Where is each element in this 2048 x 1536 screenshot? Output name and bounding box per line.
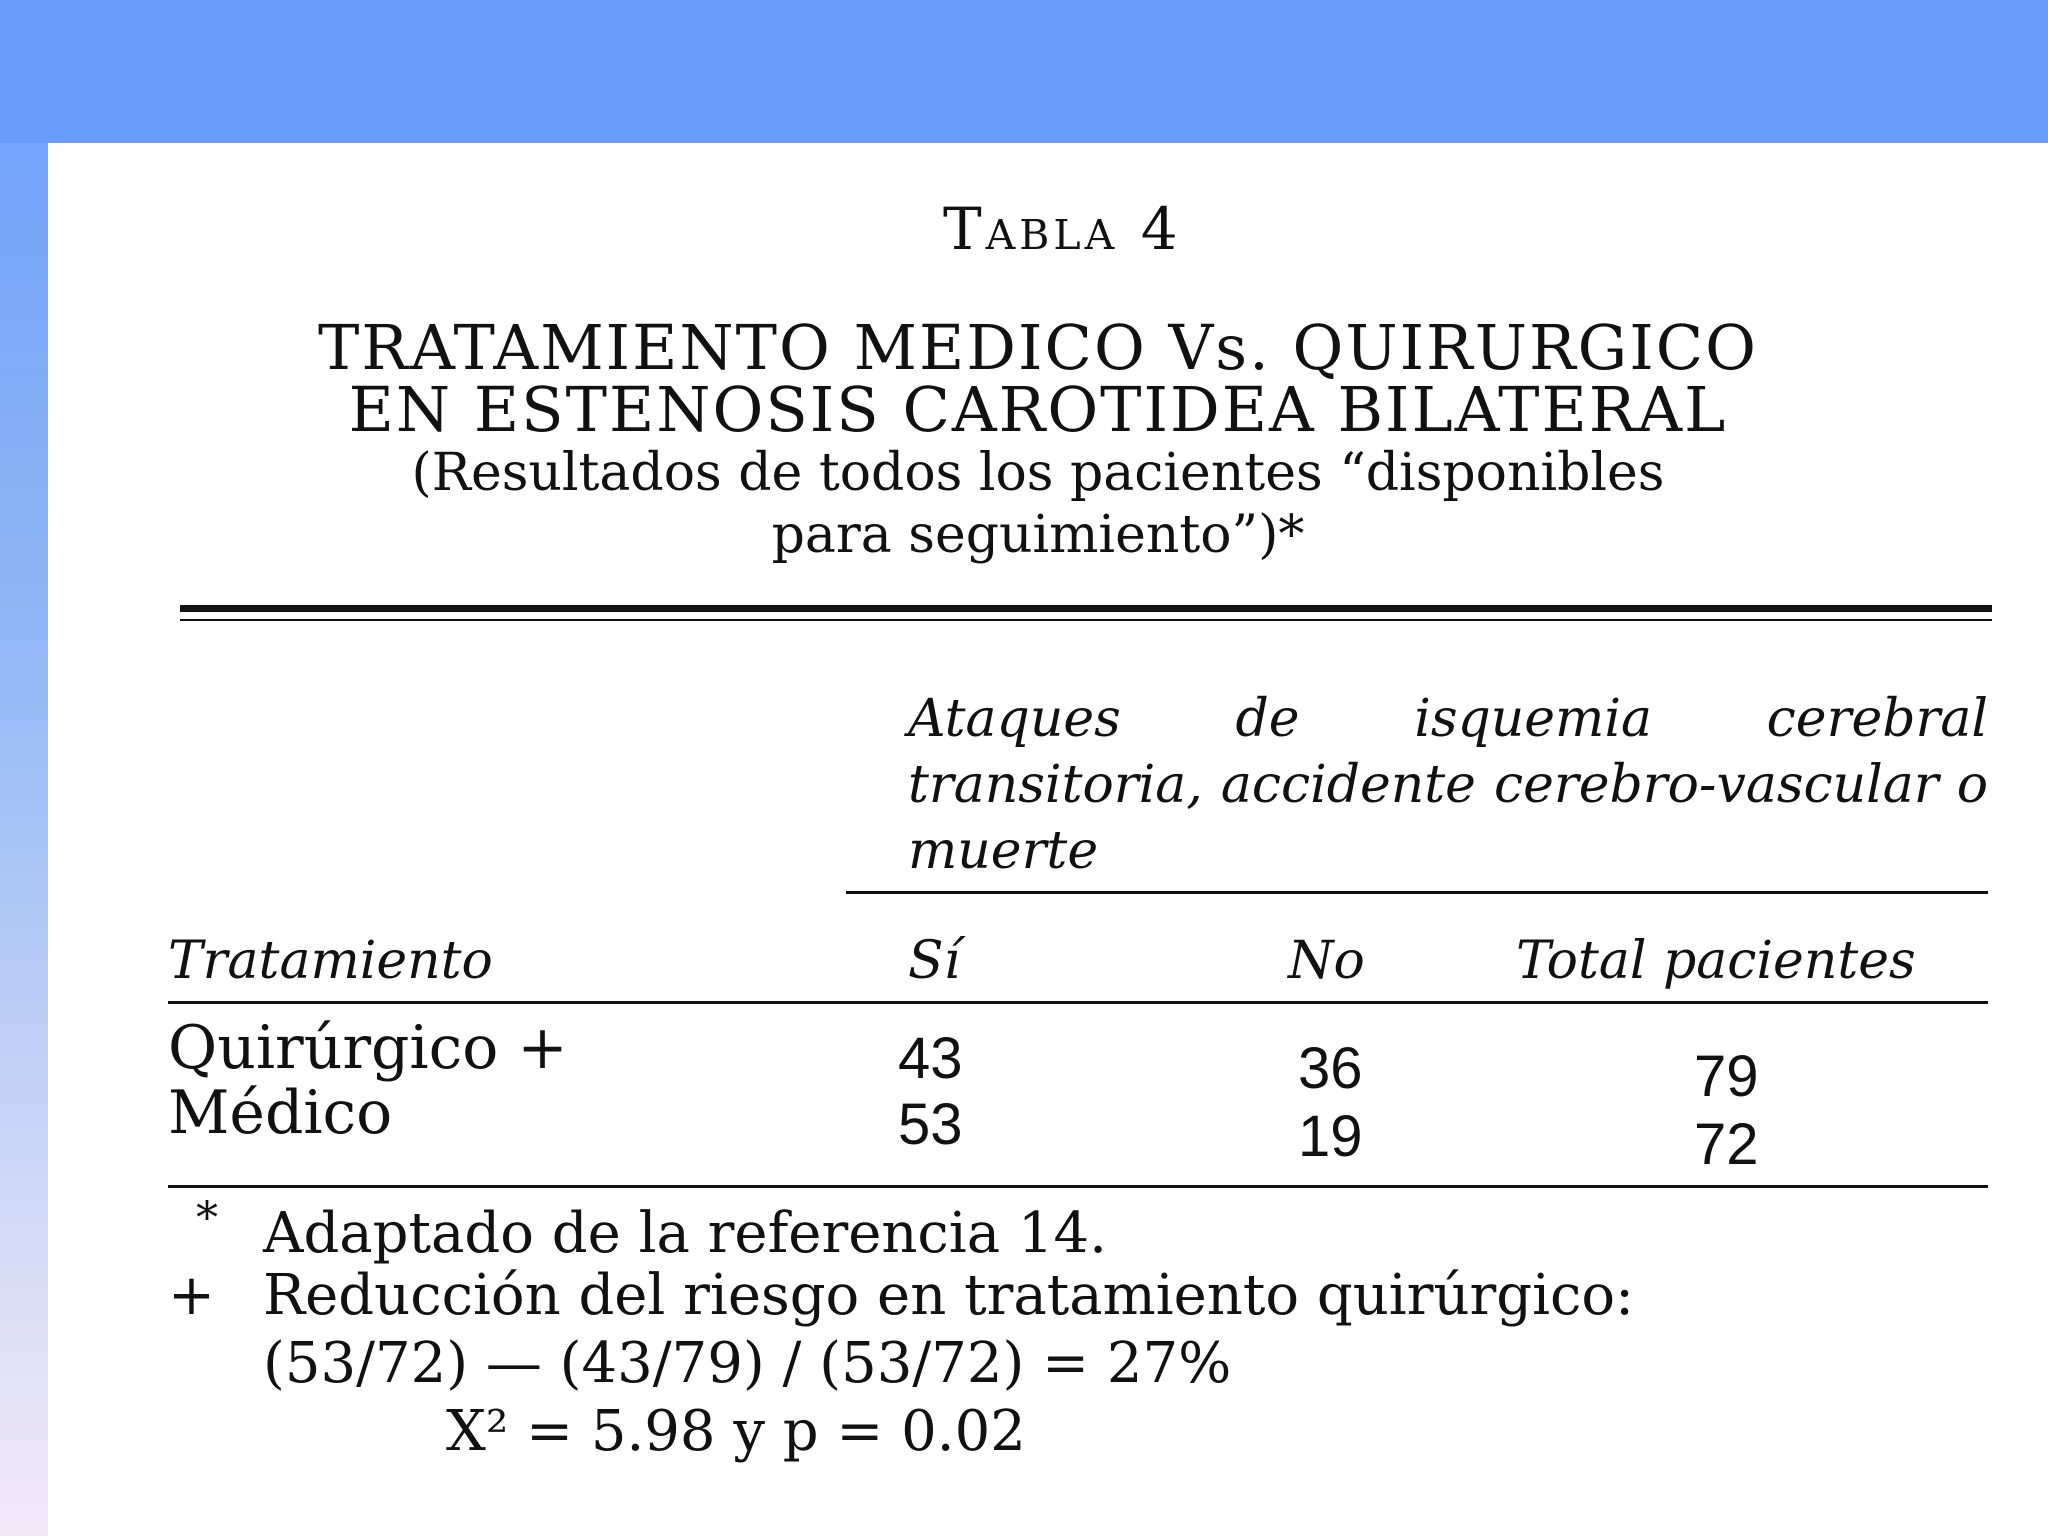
footnote-formula: (53/72) — (43/79) / (53/72) = 27%: [263, 1331, 1232, 1396]
title-line-1: TRATAMIENTO MEDICO Vs. QUIRURGICO: [318, 311, 1758, 384]
col-header-total: Total pacientes: [1516, 931, 1916, 991]
scanned-page: [48, 143, 2048, 1536]
top-rule-thick: [180, 605, 1992, 612]
footnote-stats: X² = 5.98 y p = 0.02: [446, 1399, 1026, 1464]
col-header-no: No: [1288, 931, 1365, 991]
footnote-asterisk-text: Adaptado de la referencia 14.: [263, 1201, 1107, 1266]
subtitle-line-1: (Resultados de todos los pacientes “disponibles: [411, 443, 1665, 503]
row-2-total: 72: [1694, 1112, 1759, 1177]
group-header-rule: [846, 891, 1988, 894]
slide-top-band: [0, 0, 2048, 143]
footnote-plus-mark: +: [168, 1263, 215, 1328]
footnote-plus-text: Reducción del riesgo en tratamiento quirúrgico:: [263, 1263, 1634, 1328]
table-label: Tabla 4: [943, 195, 1182, 263]
top-rule-thin: [180, 619, 1992, 621]
col-header-treatment: Tratamiento: [168, 931, 493, 991]
table-bottom-rule: [168, 1185, 1988, 1188]
group-header: Ataques de isquemia cerebral transitoria, accidente cerebro-vascular o muerte: [908, 689, 1988, 881]
row-1-no: 36: [1298, 1036, 1363, 1101]
col-header-yes: Sí: [908, 931, 961, 991]
row-1-total: 79: [1694, 1044, 1759, 1109]
row-1-treatment: Quirúrgico +: [168, 1013, 568, 1083]
row-1-yes: 43: [898, 1026, 963, 1091]
title-line-2: EN ESTENOSIS CAROTIDEA BILATERAL: [348, 373, 1728, 446]
subtitle-line-2: para seguimiento”)*: [771, 505, 1305, 565]
row-2-no: 19: [1298, 1104, 1363, 1169]
footnote-asterisk-mark: *: [196, 1193, 218, 1244]
row-2-yes: 53: [898, 1092, 963, 1157]
row-2-treatment: Médico: [168, 1078, 393, 1148]
header-bottom-rule: [168, 1001, 1988, 1004]
